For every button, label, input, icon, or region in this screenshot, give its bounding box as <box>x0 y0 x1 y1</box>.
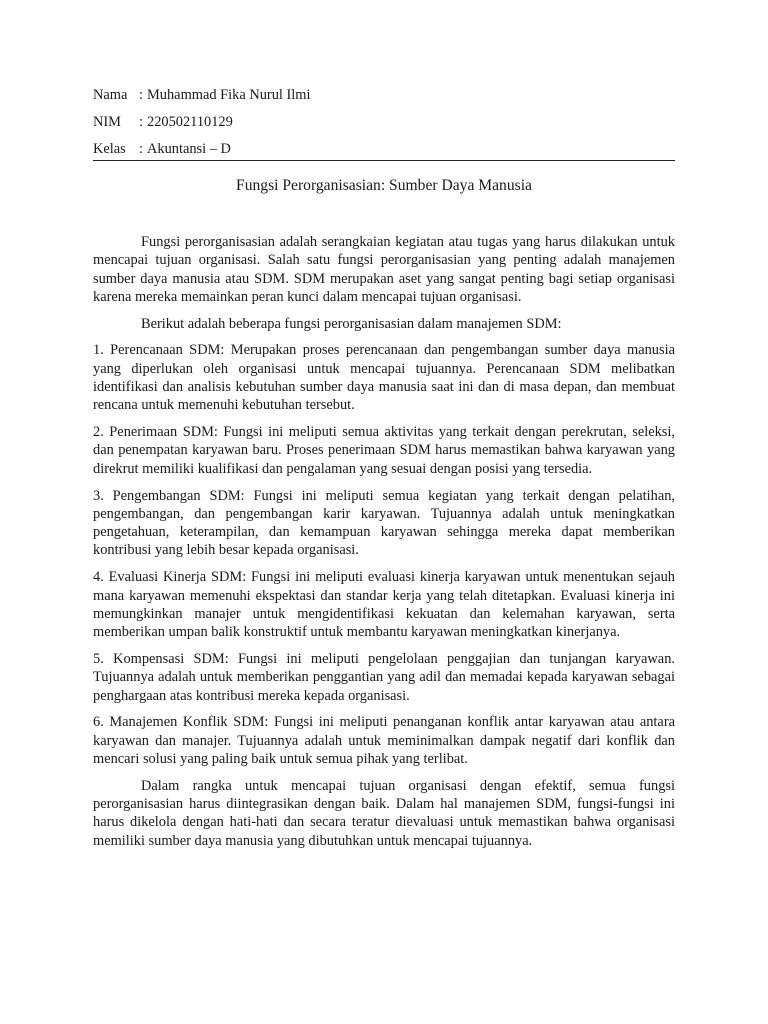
class-separator: : <box>139 141 143 157</box>
header-divider <box>93 160 675 161</box>
class-row <box>93 140 675 167</box>
list-item-perencanaan: 1. Perencanaan SDM: Merupakan proses perencanaan dan pengembangan sumber daya manusia yang diperlukan oleh organisasi untuk mencapai tujuannya. Perencanaan SDM melibatkan identifikasi dan analisis kebutuhan sumber daya manusia saat ini dan di masa depan, dan membuat rencana untuk memenuhi kebutuhan tersebut. <box>93 342 675 414</box>
list-item-penerimaan: 2. Penerimaan SDM: Fungsi ini meliputi semua aktivitas yang terkait dengan perekrutan, seleksi, dan penempatan karyawan baru. Proses penerimaan SDM harus memastikan bahwa karyawan yang direkrut memiliki kualifikasi dan pengalaman yang sesuai dengan posisi yang tersedia. <box>93 424 675 477</box>
list-item-konflik: 6. Manajemen Konflik SDM: Fungsi ini meliputi penanganan konflik antar karyawan atau antara karyawan dan manajer. Tujuannya adalah untuk meminimalkan dampak negatif dari konflik dan mencari solusi yang paling baik untuk semua pihak yang terlibat. <box>93 714 675 767</box>
list-item-kompensasi: 5. Kompensasi SDM: Fungsi ini meliputi pengelolaan penggajian dan tunjangan karyawan. Tujuannya adalah untuk memberikan penggantian yang adil dan memadai kepada karyawan sebagai penghargaan atas kontribusi mereka kepada organisasi. <box>93 650 675 704</box>
list-item-evaluasi: 4. Evaluasi Kinerja SDM: Fungsi ini meliputi evaluasi kinerja karyawan untuk menentukan sejauh mana karyawan memenuhi ekspektasi dan standar kerja yang telah ditetapkan. Evaluasi kinerja ini memungkinkan manajer untuk mengidentifikasi kekuatan dan kelemahan karyawan, serta memberikan umpan balik konstruktif untuk membantu karyawan meningkatkan kinerjanya. <box>93 569 675 641</box>
nim-label: NIM <box>93 114 121 130</box>
document-title: Fungsi Perorganisasian: Sumber Daya Manusia <box>236 177 532 194</box>
document-body <box>93 233 675 858</box>
paragraph-conclusion: Dalam rangka untuk mencapai tujuan organisasi dengan efektif, semua fungsi perorganisasian harus diintegrasikan dengan baik. Dalam hal manajemen SDM, fungsi-fungsi ini harus dikelola dengan hati-hati dan secara teratur dievaluasi untuk memastikan bahwa organisasi memiliki sumber daya manusia yang dibutuhkan untuk mencapai tujuannya. <box>93 777 675 849</box>
nim-value: 220502110129 <box>147 114 233 130</box>
student-info <box>93 86 675 167</box>
paragraph-intro: Fungsi perorganisasian adalah serangkaian kegiatan atau tugas yang harus dilakukan untuk mencapai tujuan organisasi. Salah satu fungsi perorganisasian yang penting adalah manajemen sumber daya manusia atau SDM. SDM merupakan aset yang sangat penting bagi setiap organisasi karena mereka memainkan peran kunci dalam mencapai tujuan organisasi. <box>93 234 675 305</box>
name-row <box>93 86 675 113</box>
name-value: Muhammad Fika Nurul Ilmi <box>147 87 311 103</box>
nim-row <box>93 113 675 140</box>
list-item-pengembangan: 3. Pengembangan SDM: Fungsi ini meliputi semua kegiatan yang terkait dengan pelatihan, pengembangan, dan pengembangan karir karyawan. Tujuannya adalah untuk meningkatkan pengetahuan, keterampilan, dan kemampuan karyawan sehingga mereka dapat memberikan kontribusi yang lebih besar kepada organisasi. <box>93 487 675 559</box>
class-value: Akuntansi – D <box>147 141 231 157</box>
name-label: Nama <box>93 87 128 103</box>
class-label: Kelas <box>93 141 126 157</box>
name-separator: : <box>139 87 143 103</box>
paragraph-list-intro: Berikut adalah beberapa fungsi perorganisasian dalam manajemen SDM: <box>141 315 562 332</box>
nim-separator: : <box>139 114 143 130</box>
